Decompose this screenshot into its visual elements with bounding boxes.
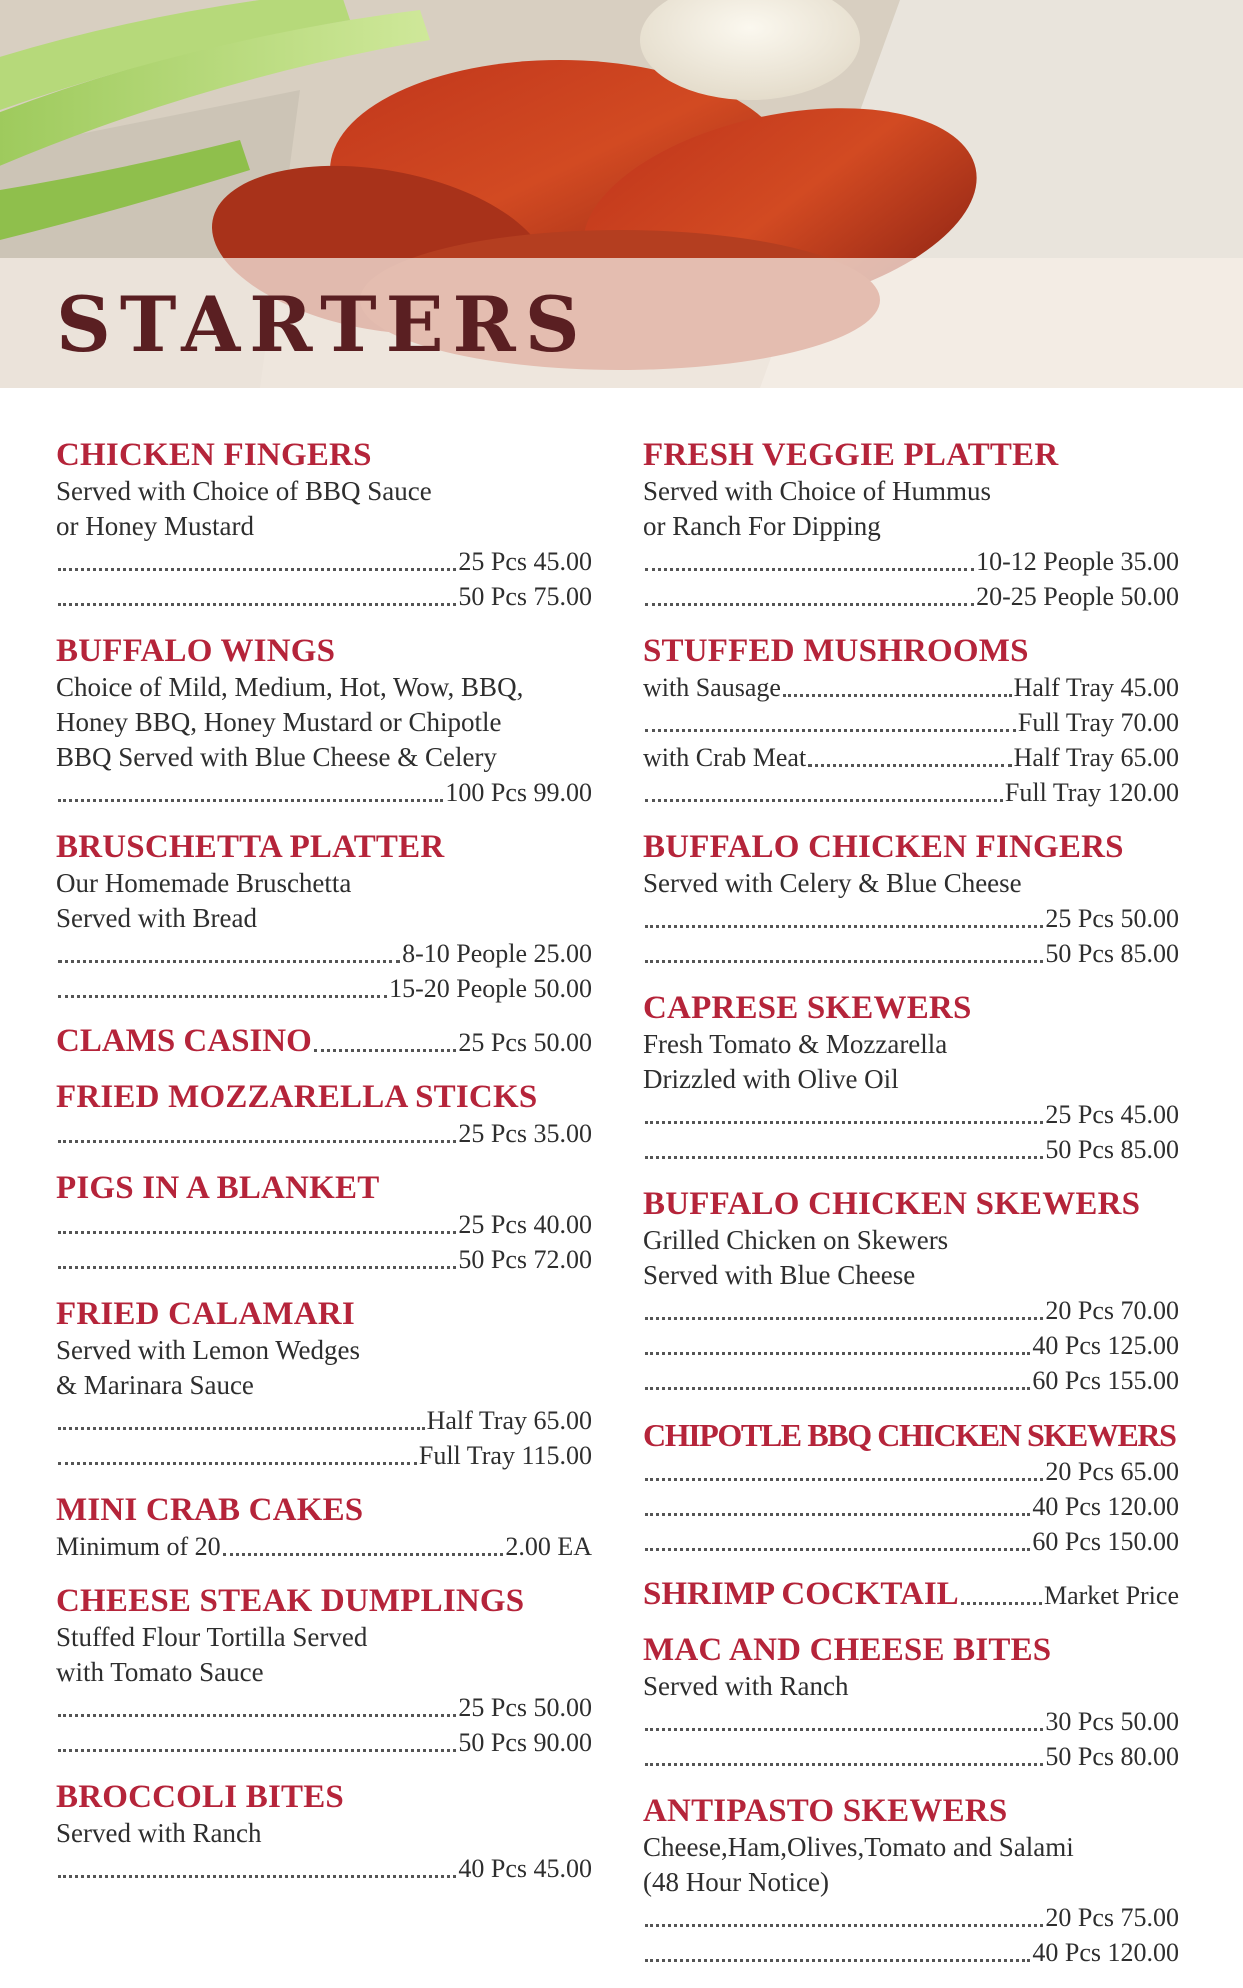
price-line xyxy=(643,1739,1179,1774)
menu-item-title-line xyxy=(56,1024,592,1060)
menu-item-description: Grilled Chicken on Skewers xyxy=(643,1225,949,1255)
dot-leader xyxy=(645,1478,1043,1481)
dot-leader xyxy=(645,1959,1030,1962)
price-line xyxy=(643,936,1179,971)
dot-leader xyxy=(808,764,1011,767)
menu-column-left xyxy=(56,436,592,1904)
price-line xyxy=(56,579,592,614)
price-line xyxy=(56,775,592,810)
price-line xyxy=(56,1725,592,1760)
menu-item-description: Our Homemade Bruschetta xyxy=(56,868,352,898)
dot-leader xyxy=(58,1231,456,1234)
dot-leader xyxy=(223,1553,504,1556)
menu-item-title: BUFFALO WINGS xyxy=(56,633,336,669)
menu-item-description: Served with Ranch xyxy=(643,1671,849,1701)
price-line xyxy=(643,670,1179,705)
price-line xyxy=(56,936,592,971)
menu-item xyxy=(56,828,592,1006)
dot-leader xyxy=(58,603,456,606)
menu-item-title: CHEESE STEAK DUMPLINGS xyxy=(56,1583,525,1619)
menu-item-description: BBQ Served with Blue Cheese & Celery xyxy=(56,742,497,772)
dot-leader xyxy=(645,1924,1043,1927)
dot-leader xyxy=(961,1602,1042,1605)
price-line xyxy=(643,1293,1179,1328)
price-value: Half Tray 65.00 xyxy=(1013,743,1179,772)
menu-item-title: FRIED CALAMARI xyxy=(56,1296,355,1332)
dot-leader xyxy=(645,1156,1043,1159)
dot-leader xyxy=(645,1317,1043,1320)
menu-item-description: Stuffed Flour Tortilla Served xyxy=(56,1622,368,1652)
price-value: 20-25 People 50.00 xyxy=(976,582,1179,611)
menu-item xyxy=(56,1582,592,1760)
price-line xyxy=(643,1328,1179,1363)
menu-item xyxy=(643,1416,1179,1559)
menu-item-price: Market Price xyxy=(1043,1581,1179,1610)
price-value: 50 Pcs 80.00 xyxy=(1045,1742,1179,1771)
menu-item-description: Cheese,Ham,Olives,Tomato and Salami xyxy=(643,1832,1074,1862)
price-value: 20 Pcs 65.00 xyxy=(1045,1457,1179,1486)
price-value: 25 Pcs 35.00 xyxy=(458,1119,592,1148)
dot-leader xyxy=(58,1462,417,1465)
menu-item-description: Served with Choice of Hummus xyxy=(643,476,991,506)
price-line xyxy=(643,775,1179,810)
dot-leader xyxy=(783,694,1012,697)
menu-item-title: FRIED MOZZARELLA STICKS xyxy=(56,1079,538,1115)
price-line xyxy=(643,1900,1179,1935)
price-line xyxy=(56,1851,592,1886)
menu-item xyxy=(643,989,1179,1167)
menu-item-description: Served with Celery & Blue Cheese xyxy=(643,868,1022,898)
menu-item xyxy=(56,1778,592,1886)
menu-item-description: Choice of Mild, Medium, Hot, Wow, BBQ, xyxy=(56,672,524,702)
price-value: 10-12 People 35.00 xyxy=(976,547,1179,576)
price-line xyxy=(56,1242,592,1277)
menu-item xyxy=(56,1491,592,1564)
price-value: 60 Pcs 150.00 xyxy=(1032,1527,1179,1556)
dot-leader xyxy=(58,1266,456,1269)
price-line xyxy=(643,579,1179,614)
menu-item-description: Served with Bread xyxy=(56,903,257,933)
menu-item-description: Drizzled with Olive Oil xyxy=(643,1064,899,1094)
menu-item-description: & Marinara Sauce xyxy=(56,1370,254,1400)
page-title: STARTERS xyxy=(56,280,589,369)
menu-item-title: STUFFED MUSHROOMS xyxy=(643,633,1029,669)
price-value: 25 Pcs 40.00 xyxy=(458,1210,592,1239)
price-option-label: with Sausage xyxy=(643,673,781,702)
menu-item-title-line xyxy=(643,1577,1179,1613)
dot-leader xyxy=(58,1875,456,1878)
price-line xyxy=(643,740,1179,775)
menu-item-title: BUFFALO CHICKEN FINGERS xyxy=(643,829,1124,865)
menu-item-title: CLAMS CASINO xyxy=(56,1023,312,1059)
menu-item-description: (48 Hour Notice) xyxy=(643,1867,829,1897)
dot-leader xyxy=(645,960,1043,963)
menu-item-title: CHIPOTLE BBQ CHICKEN SKEWERS xyxy=(643,1417,1176,1453)
dot-leader xyxy=(645,1121,1043,1124)
price-value: Half Tray 65.00 xyxy=(426,1406,592,1435)
price-line xyxy=(56,1403,592,1438)
dot-leader xyxy=(645,568,974,571)
price-line xyxy=(643,1454,1179,1489)
price-value: 50 Pcs 72.00 xyxy=(458,1245,592,1274)
menu-item xyxy=(643,828,1179,971)
menu-item xyxy=(643,436,1179,614)
menu-item xyxy=(643,1185,1179,1398)
price-value: 50 Pcs 85.00 xyxy=(1045,1135,1179,1164)
price-line xyxy=(56,1529,592,1564)
price-option-label: Minimum of 20 xyxy=(56,1532,221,1561)
price-line xyxy=(56,1207,592,1242)
menu-item-title: ANTIPASTO SKEWERS xyxy=(643,1793,1008,1829)
price-line xyxy=(56,971,592,1006)
menu-item xyxy=(56,1295,592,1473)
price-line xyxy=(56,1438,592,1473)
menu-item xyxy=(56,1169,592,1277)
dot-leader xyxy=(314,1049,457,1052)
menu-item-description: Served with Ranch xyxy=(56,1818,262,1848)
price-value: 25 Pcs 50.00 xyxy=(458,1693,592,1722)
price-value: Half Tray 45.00 xyxy=(1013,673,1179,702)
price-value: Full Tray 70.00 xyxy=(1017,708,1179,737)
menu-item-description: Honey BBQ, Honey Mustard or Chipotle xyxy=(56,707,502,737)
menu-item xyxy=(56,1024,592,1060)
menu-item-title: BUFFALO CHICKEN SKEWERS xyxy=(643,1186,1141,1222)
menu-item xyxy=(643,1792,1179,1970)
dot-leader xyxy=(645,1352,1030,1355)
price-line xyxy=(643,1363,1179,1398)
menu-item xyxy=(643,1577,1179,1613)
dot-leader xyxy=(58,960,400,963)
price-value: 40 Pcs 120.00 xyxy=(1032,1492,1179,1521)
menu-item-title: BROCCOLI BITES xyxy=(56,1779,344,1815)
price-value: 50 Pcs 85.00 xyxy=(1045,939,1179,968)
price-option-label: with Crab Meat xyxy=(643,743,807,772)
price-value: 20 Pcs 75.00 xyxy=(1045,1903,1179,1932)
dot-leader xyxy=(58,1140,456,1143)
menu-item-description: or Honey Mustard xyxy=(56,511,254,541)
price-value: 50 Pcs 90.00 xyxy=(458,1728,592,1757)
menu-item-title: CAPRESE SKEWERS xyxy=(643,990,972,1026)
price-line xyxy=(643,1935,1179,1970)
dot-leader xyxy=(58,568,456,571)
price-line xyxy=(643,1489,1179,1524)
price-line xyxy=(643,705,1179,740)
dot-leader xyxy=(645,1763,1043,1766)
dot-leader xyxy=(645,1548,1030,1551)
dot-leader xyxy=(645,799,1003,802)
price-line xyxy=(56,544,592,579)
price-value: 50 Pcs 75.00 xyxy=(458,582,592,611)
price-value: 100 Pcs 99.00 xyxy=(445,778,592,807)
menu-item-description: Served with Choice of BBQ Sauce xyxy=(56,476,432,506)
menu-item-title: CHICKEN FINGERS xyxy=(56,437,372,473)
price-value: 40 Pcs 120.00 xyxy=(1032,1938,1179,1967)
dot-leader xyxy=(58,995,387,998)
price-line xyxy=(643,901,1179,936)
menu-item-title: PIGS IN A BLANKET xyxy=(56,1170,380,1206)
hero-photo xyxy=(0,0,1243,388)
menu-item-title: FRESH VEGGIE PLATTER xyxy=(643,437,1059,473)
menu-item-description: with Tomato Sauce xyxy=(56,1657,264,1687)
menu-item-title: MAC AND CHEESE BITES xyxy=(643,1632,1052,1668)
price-line xyxy=(643,1704,1179,1739)
menu-item-description: Served with Lemon Wedges xyxy=(56,1335,361,1365)
menu-item-title: MINI CRAB CAKES xyxy=(56,1492,364,1528)
dot-leader xyxy=(645,925,1043,928)
price-value: 40 Pcs 125.00 xyxy=(1032,1331,1179,1360)
price-value: Full Tray 120.00 xyxy=(1004,778,1179,807)
menu-item xyxy=(56,632,592,810)
price-value: 25 Pcs 45.00 xyxy=(1045,1100,1179,1129)
dot-leader xyxy=(58,1427,425,1430)
dot-leader xyxy=(58,1749,456,1752)
menu-item xyxy=(643,632,1179,810)
price-value: 8-10 People 25.00 xyxy=(402,939,592,968)
price-line xyxy=(643,1524,1179,1559)
price-value: Full Tray 115.00 xyxy=(418,1441,592,1470)
menu-item-description: or Ranch For Dipping xyxy=(643,511,881,541)
menu-item-description: Fresh Tomato & Mozzarella xyxy=(643,1029,948,1059)
dot-leader xyxy=(645,1387,1030,1390)
menu-item xyxy=(56,436,592,614)
price-line xyxy=(56,1116,592,1151)
price-value: 25 Pcs 45.00 xyxy=(458,547,592,576)
price-value: 20 Pcs 70.00 xyxy=(1045,1296,1179,1325)
menu-item-title: SHRIMP COCKTAIL xyxy=(643,1576,959,1612)
price-value: 60 Pcs 155.00 xyxy=(1032,1366,1179,1395)
dot-leader xyxy=(645,603,974,606)
dot-leader xyxy=(58,799,443,802)
menu-column-right xyxy=(643,436,1179,1988)
menu-item xyxy=(56,1078,592,1151)
dot-leader xyxy=(645,1513,1030,1516)
price-line xyxy=(643,1097,1179,1132)
dot-leader xyxy=(645,729,1016,732)
price-value: 15-20 People 50.00 xyxy=(389,974,592,1003)
price-line xyxy=(643,1132,1179,1167)
price-value: 25 Pcs 50.00 xyxy=(1045,904,1179,933)
price-value: 40 Pcs 45.00 xyxy=(458,1854,592,1883)
price-value: 2.00 EA xyxy=(505,1532,592,1561)
price-line xyxy=(56,1690,592,1725)
price-value: 30 Pcs 50.00 xyxy=(1045,1707,1179,1736)
dot-leader xyxy=(58,1714,456,1717)
menu-item-description: Served with Blue Cheese xyxy=(643,1260,916,1290)
menu-item-title: BRUSCHETTA PLATTER xyxy=(56,829,445,865)
dot-leader xyxy=(645,1728,1043,1731)
menu-item-price: 25 Pcs 50.00 xyxy=(458,1028,592,1057)
menu-item xyxy=(643,1631,1179,1774)
price-line xyxy=(643,544,1179,579)
